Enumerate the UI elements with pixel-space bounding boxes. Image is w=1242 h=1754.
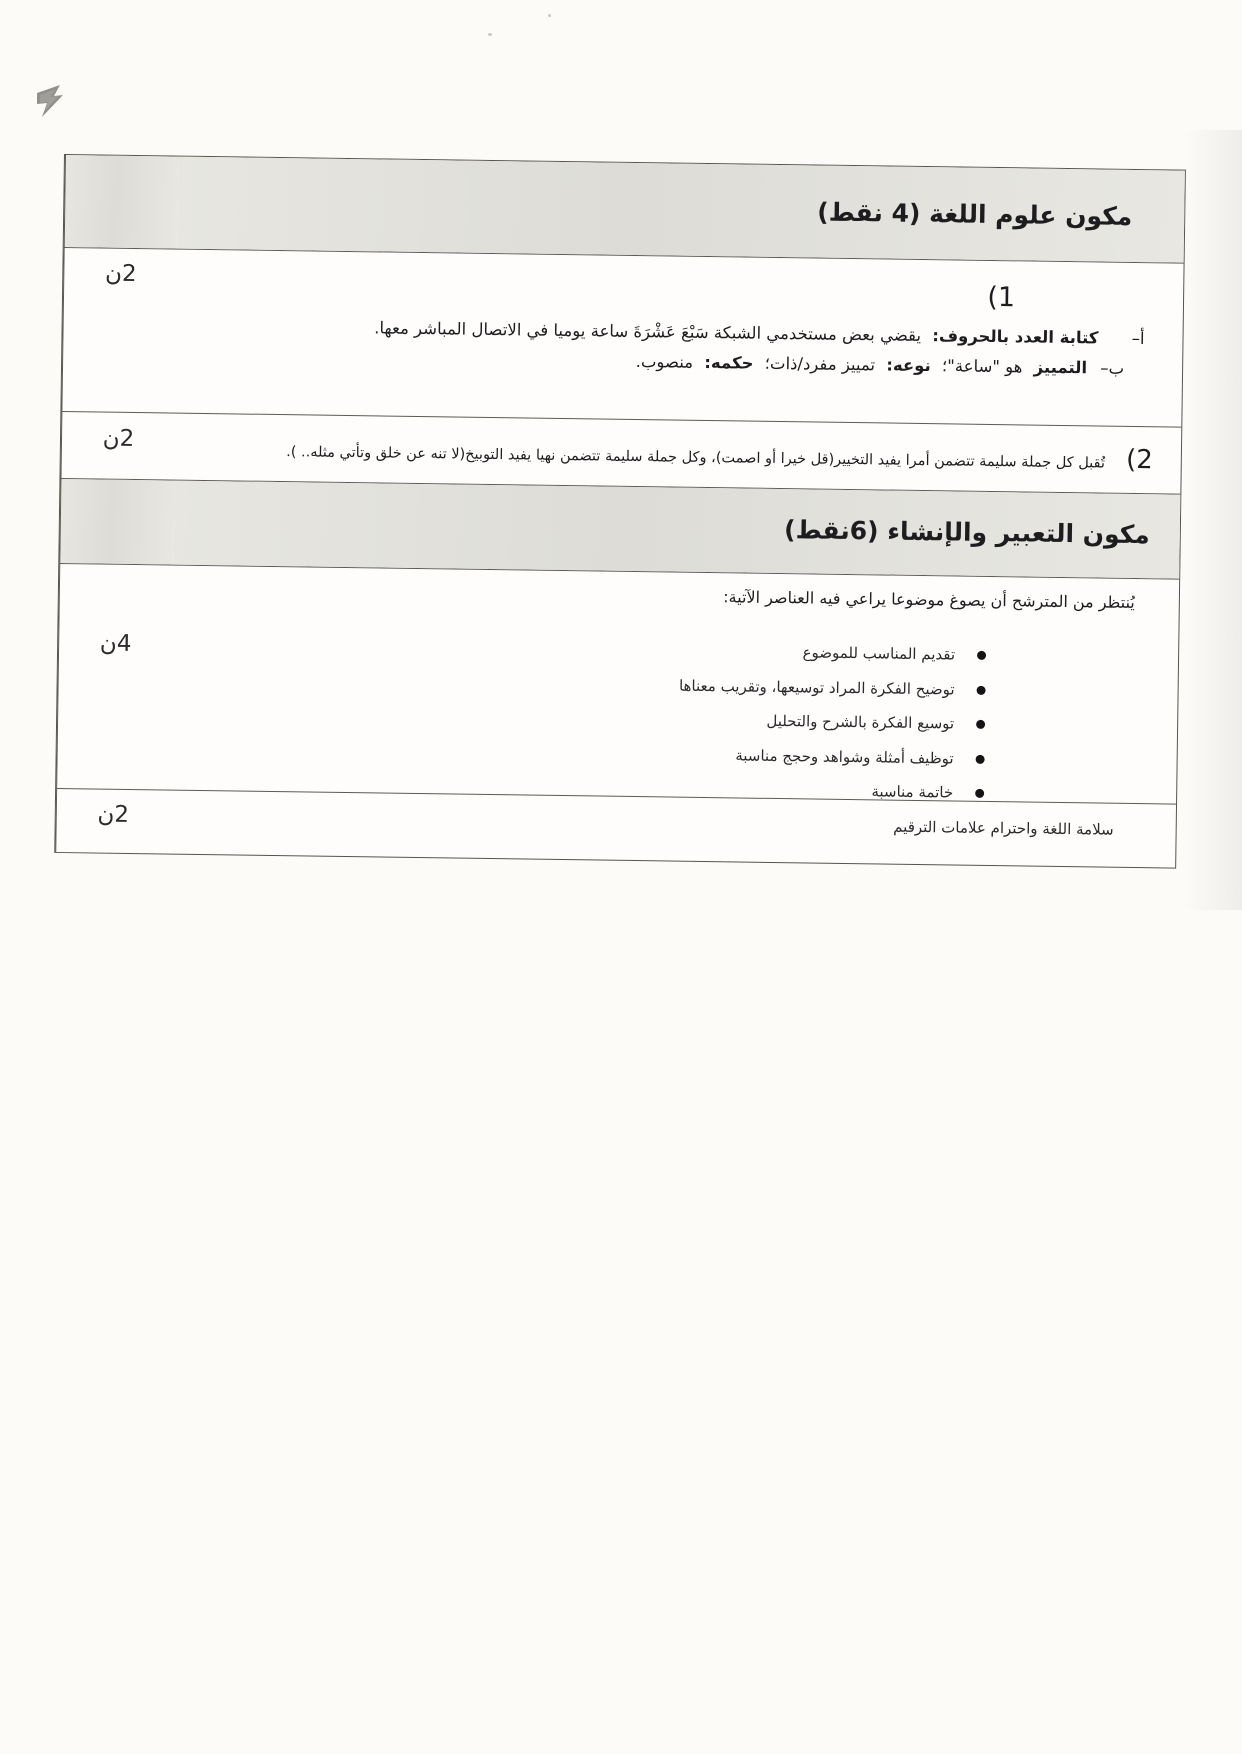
answer-b-text2: تمييز مفرد/ذات؛ [764, 353, 876, 375]
mark-cell-empty [59, 479, 174, 565]
scanner-smudge [36, 84, 66, 118]
criteria-text: تقديم المناسب للموضوع [802, 643, 956, 664]
mark-cell-question2: 2ن [60, 412, 175, 480]
bullet-icon [976, 720, 985, 729]
question1-number: 1) [987, 281, 1016, 314]
list-item [172, 669, 986, 700]
mark-cell-question1: 2ن [61, 248, 177, 413]
criteria-text: توضيح الفكرة المراد توسيعها، وتقريب معناها [678, 676, 955, 698]
answer-b-bold1: التمييز [1033, 357, 1088, 377]
answer-b-text3: منصوب. [635, 351, 694, 372]
question2-cell [174, 414, 1181, 494]
soundness-cell [169, 791, 1176, 868]
answer-a-text: يقضي بعض مستخدمي الشبكة سَبْعَ عَشْرَةَ ساعة يوميا في الاتصال المباشر معها. [374, 318, 922, 345]
mark-cell-soundness: 2ن [55, 789, 170, 854]
criteria-text: خاتمة مناسبة [871, 782, 954, 802]
table-row-question1 [61, 247, 1183, 427]
answer-b-bold2: نوعه: [886, 355, 931, 375]
answer-a-marker: أ– [1131, 328, 1145, 348]
bullet-icon [977, 686, 986, 695]
list-item [172, 635, 986, 666]
bullet-icon [977, 651, 986, 660]
section-title-expression: مكون التعبير والإنشاء (6نقط) [783, 515, 1150, 550]
essay-intro: يُنتظر من المترشح أن يصوغ موضوعا يراعي فيه العناصر الآتية: [723, 587, 1135, 612]
table-row-essay-criteria [56, 563, 1179, 804]
scan-speck [488, 33, 492, 36]
answer-b-text1: هو "ساعة"؛ [941, 355, 1023, 377]
list-item [171, 704, 985, 735]
question2-number: 2) [1125, 444, 1154, 476]
essay-criteria-cell [170, 566, 1179, 804]
list-item [171, 738, 985, 769]
mark-cell-essay: 4ن [56, 564, 173, 790]
soundness-text: سلامة اللغة واحترام علامات الترقيم [893, 817, 1114, 839]
answer-b-marker: ب– [1100, 358, 1125, 378]
section-title-language: مكون علوم اللغة (4 نقط) [817, 197, 1133, 231]
answer-a-label: كتابة العدد بالحروف: [932, 325, 1099, 348]
table-row-expression-header [59, 478, 1180, 579]
section-header-expression-cell [173, 481, 1180, 579]
bullet-icon [975, 789, 984, 798]
question2-text: تُقبل كل جملة سليمة تتضمن أمرا يفيد التخيير(قل خيرا أو اصمت)، وكل جملة سليمة تتضمن نهيا يفيد التوبيخ(لا تنه عن خلق وتأتي مثله.. ). [286, 444, 1106, 472]
scan-edge-shadow [1184, 130, 1242, 910]
criteria-text: توظيف أمثلة وشواهد وحجج مناسبة [735, 745, 954, 767]
section-header-language-cell [178, 157, 1185, 263]
question1-cell [175, 250, 1183, 427]
table-row-language-header [64, 155, 1185, 263]
criteria-text: توسيع الفكرة بالشرح والتحليل [766, 711, 955, 733]
answer-b-bold3: حكمه: [704, 352, 754, 373]
mark-cell-empty [64, 155, 179, 249]
criteria-list [170, 635, 986, 804]
scan-speck [548, 14, 551, 17]
marking-scheme-table [54, 154, 1186, 869]
bullet-icon [976, 755, 985, 764]
